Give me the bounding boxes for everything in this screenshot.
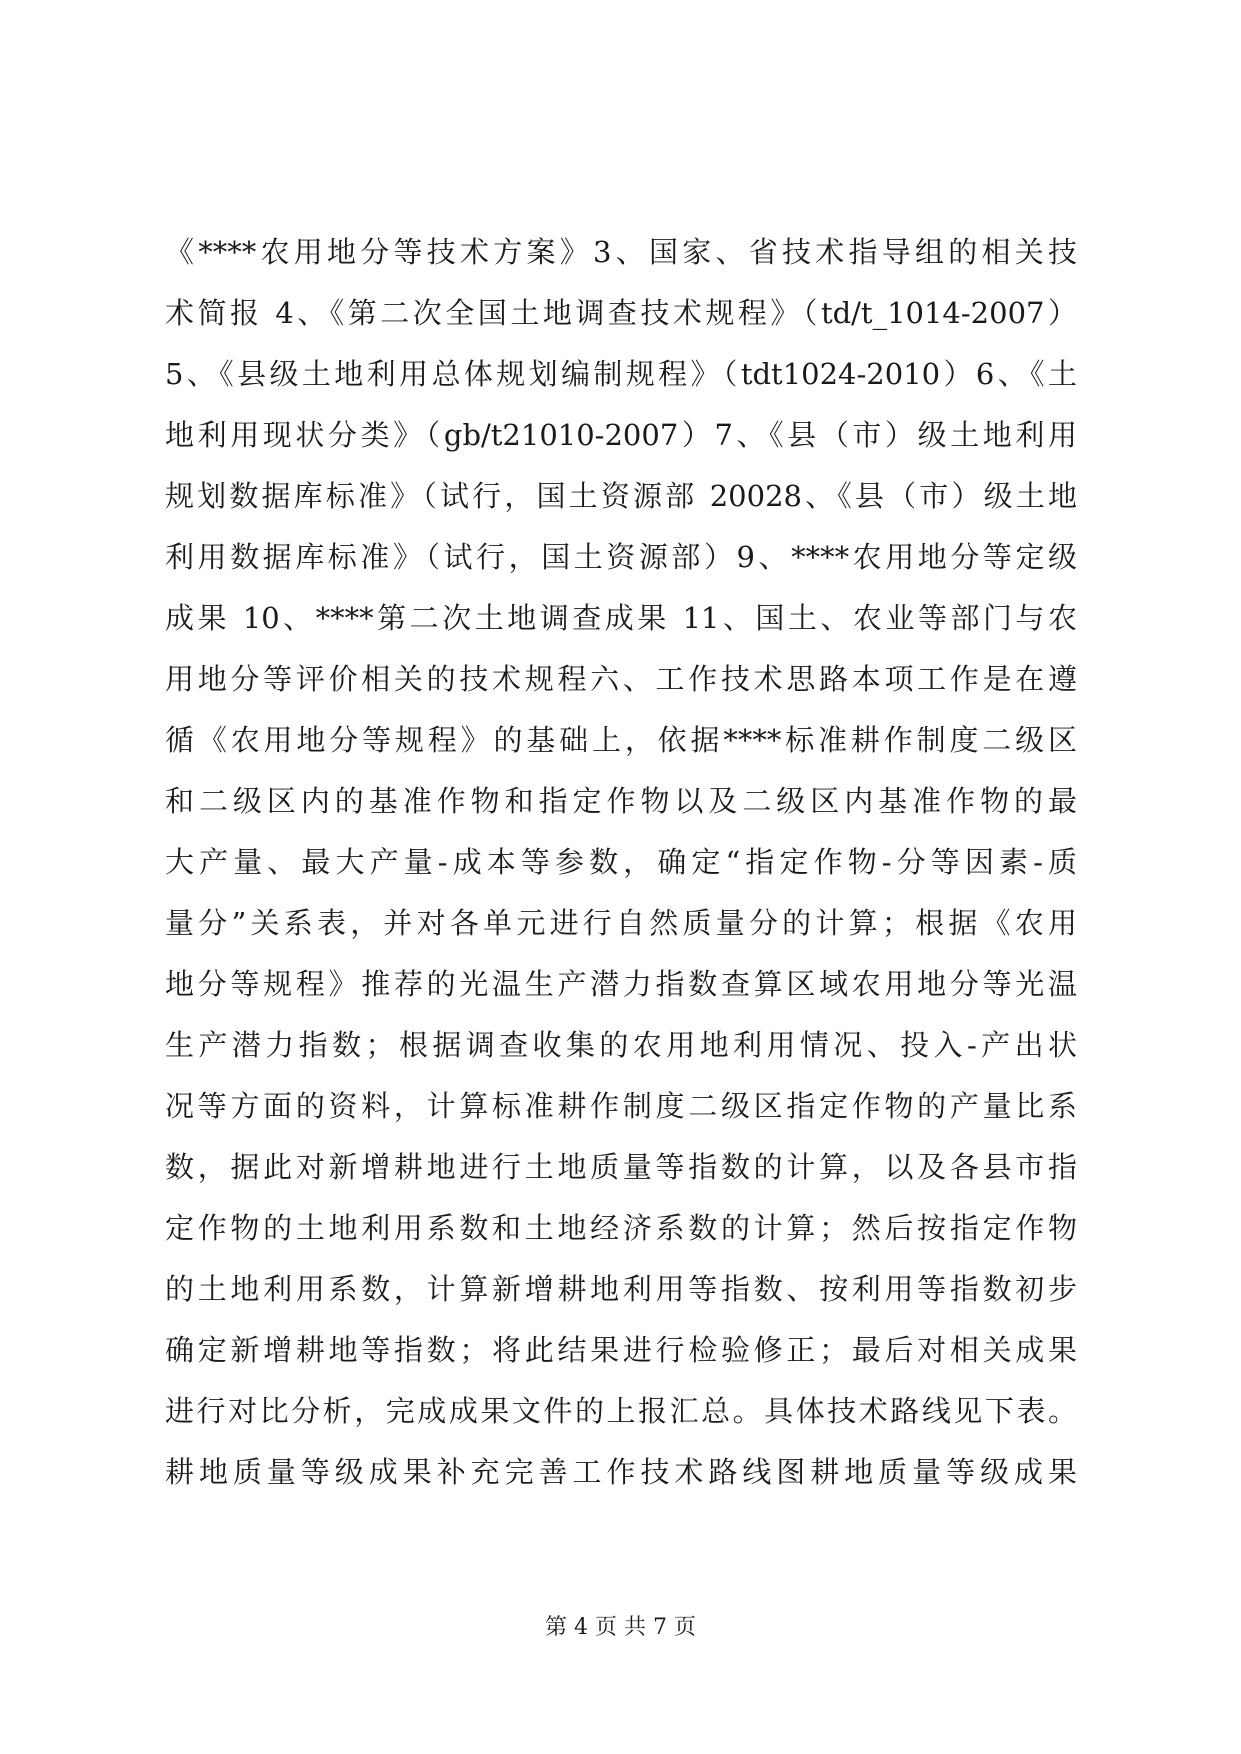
text-line-7: 成果 10、****第二次土地调查成果 11、国土、农业等部门与农 bbox=[165, 601, 1077, 635]
text-line-5: 规划数据库标准》（试行，国土资源部 20028、《县（市）级土地 bbox=[165, 479, 1077, 513]
text-line-18: 的土地利用系数，计算新增耕地利用等指数、按利用等指数初步 bbox=[165, 1272, 1077, 1306]
text-line-9: 循《农用地分等规程》的基础上，依据****标准耕作制度二级区 bbox=[165, 723, 1077, 757]
text-line-6: 利用数据库标准》（试行，国土资源部）9、****农用地分等定级 bbox=[165, 540, 1077, 574]
text-line-19: 确定新增耕地等指数；将此结果进行检验修正；最后对相关成果 bbox=[165, 1333, 1077, 1367]
text-line-8: 用地分等评价相关的技术规程六、工作技术思路本项工作是在遵 bbox=[165, 662, 1077, 696]
text-line-1: 《****农用地分等技术方案》3、国家、省技术指导组的相关技 bbox=[165, 235, 1077, 269]
text-line-3: 5、《县级土地利用总体规划编制规程》（tdt1024-2010）6、《土 bbox=[165, 357, 1077, 391]
text-line-4: 地利用现状分类》（gb/t21010-2007）7、《县（市）级土地利用 bbox=[165, 418, 1077, 452]
text-line-13: 地分等规程》推荐的光温生产潜力指数查算区域农用地分等光温 bbox=[165, 967, 1077, 1001]
text-line-15: 况等方面的资料，计算标准耕作制度二级区指定作物的产量比系 bbox=[165, 1089, 1077, 1123]
page-number-footer: 第 4 页 共 7 页 bbox=[545, 1615, 696, 1640]
text-line-21: 耕地质量等级成果补充完善工作技术路线图耕地质量等级成果 bbox=[165, 1455, 1077, 1489]
text-line-16: 数，据此对新增耕地进行土地质量等指数的计算，以及各县市指 bbox=[165, 1150, 1077, 1184]
body-text bbox=[165, 222, 1077, 1503]
text-line-20: 进行对比分析，完成成果文件的上报汇总。具体技术路线见下表。 bbox=[165, 1394, 1077, 1428]
text-line-14: 生产潜力指数；根据调查收集的农用地利用情况、投入-产出状 bbox=[165, 1028, 1077, 1062]
text-line-17: 定作物的土地利用系数和土地经济系数的计算；然后按指定作物 bbox=[165, 1211, 1077, 1245]
text-line-10: 和二级区内的基准作物和指定作物以及二级区内基准作物的最 bbox=[165, 784, 1077, 818]
text-line-2: 术简报 4、《第二次全国土地调查技术规程》（td/t_1014-2007） bbox=[165, 296, 1077, 330]
text-line-12: 量分”关系表，并对各单元进行自然质量分的计算；根据《农用 bbox=[165, 906, 1077, 940]
text-line-11: 大产量、最大产量-成本等参数，确定“指定作物-分等因素-质 bbox=[165, 845, 1077, 879]
